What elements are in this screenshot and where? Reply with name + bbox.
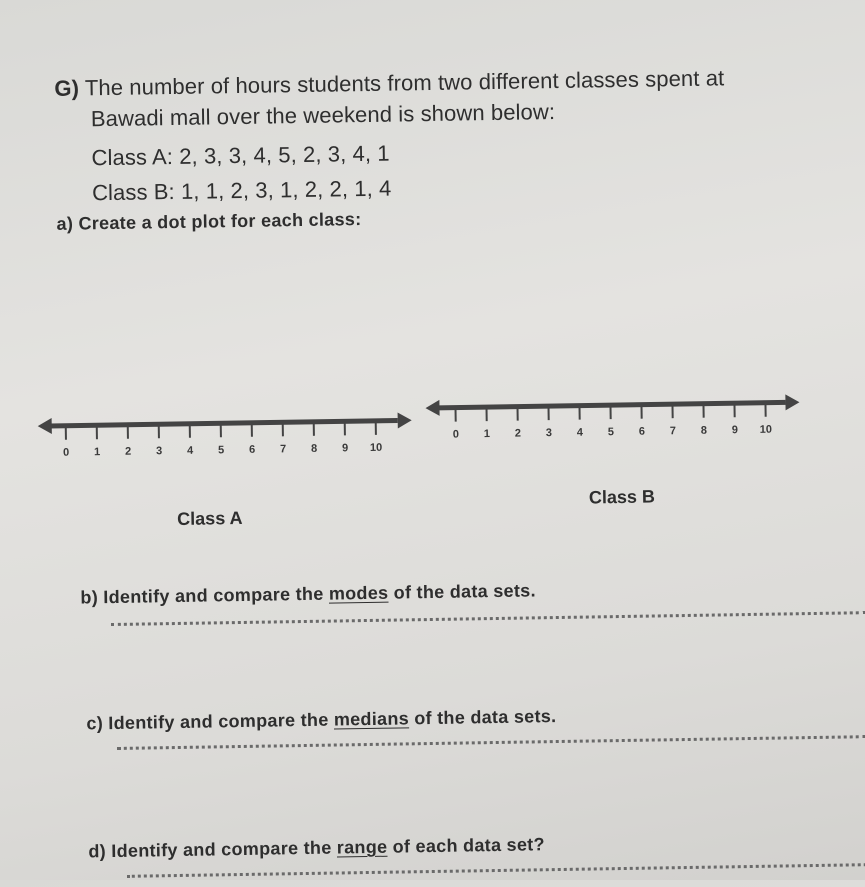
answer-line-b[interactable] [111,611,865,626]
tick-label: 5 [218,444,224,456]
tick-label: 7 [280,443,286,455]
part-b-pre: Identify and compare the [103,584,329,608]
tick-label: 4 [187,445,194,457]
question-line-1 [54,65,724,102]
tick-label: 10 [760,424,772,436]
number-line-class-a[interactable] [36,408,417,474]
part-b-keyword: modes [329,583,389,604]
arrow-left-icon [425,400,439,416]
tick-label: 8 [311,443,317,455]
class-a-label: Class A [177,508,243,530]
answer-line-d[interactable] [127,863,865,878]
tick-label: 1 [484,428,490,440]
answer-line-c[interactable] [117,735,865,750]
part-d [88,834,545,862]
number-line-class-b[interactable] [423,390,804,456]
tick-label: 2 [125,446,131,458]
tick-label: 2 [515,428,521,440]
class-b-label: Class B [589,486,655,508]
part-d-post: of each data set? [387,834,545,856]
part-d-pre: Identify and compare the [111,838,337,862]
part-a-letter: a) [56,214,73,234]
part-d-letter: d) [88,841,106,861]
tick-label: 9 [342,442,348,454]
tick-label: 1 [94,446,100,458]
tick-label: 8 [701,425,707,437]
class-b-data: Class B: 1, 1, 2, 3, 1, 2, 2, 1, 4 [92,176,392,207]
question-line-2: Bawadi mall over the weekend is shown below: [91,99,556,132]
tick-label: 6 [639,426,645,438]
arrow-right-icon [398,412,412,428]
tick-label: 10 [370,442,382,454]
tick-label: 0 [63,447,69,459]
part-c-post: of the data sets. [409,706,557,728]
part-c [86,706,556,734]
part-c-keyword: medians [334,708,409,729]
tick-label: 4 [577,427,584,439]
part-b [80,580,536,608]
arrow-right-icon [785,394,799,410]
tick-label: 5 [608,426,614,438]
tick-label: 6 [249,444,255,456]
part-a [56,209,361,235]
question-letter: G) [54,75,79,100]
part-c-pre: Identify and compare the [108,710,334,734]
question-text-1: The number of hours students from two different classes spent at [85,65,725,100]
arrow-left-icon [38,418,52,434]
part-a-text: Create a dot plot for each class: [78,209,361,233]
tick-label: 3 [156,445,162,457]
tick-label: 0 [453,429,459,441]
part-c-letter: c) [86,713,103,733]
part-d-keyword: range [337,837,388,858]
class-a-data: Class A: 2, 3, 3, 4, 5, 2, 3, 4, 1 [91,141,389,172]
tick-label: 3 [546,427,552,439]
tick-label: 7 [670,425,676,437]
part-b-post: of the data sets. [388,580,536,602]
tick-label: 9 [732,424,738,436]
part-b-letter: b) [80,587,98,607]
